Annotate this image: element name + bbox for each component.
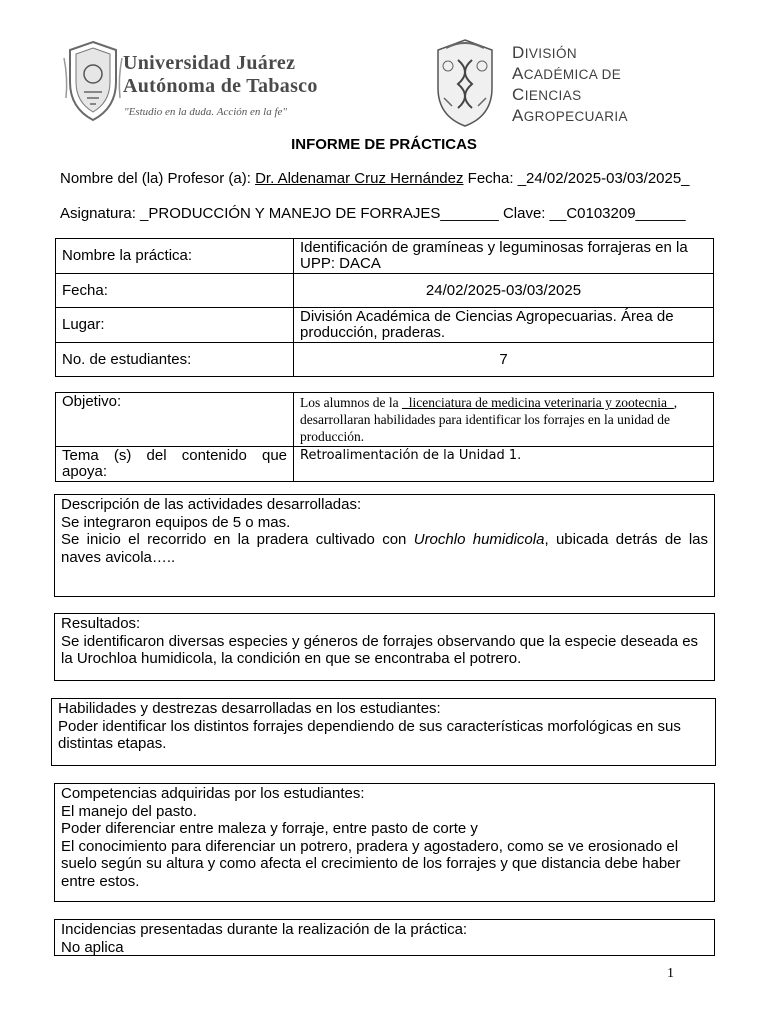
university-seal-logo [62, 38, 124, 124]
division-name [512, 43, 628, 127]
page-number: 1 [667, 966, 674, 981]
description-line-2: Se inicio el recorrido en la pradera cultivado con Urochlo humidicola, ubicada detrás de las naves avicola….. [61, 531, 708, 566]
students-label: No. de estudiantes: [56, 343, 294, 377]
topic-value: Retroalimentación de la Unidad 1. [294, 447, 714, 482]
incidents-text: No aplica [61, 938, 124, 956]
date-value: _24/02/2025-03/03/2025_ [517, 170, 690, 187]
objective-table [55, 392, 714, 482]
table-row [56, 343, 714, 377]
university-name-line1: Universidad Juárez [123, 52, 296, 74]
table-row [56, 239, 714, 274]
table-row [56, 274, 714, 308]
division-line-1: DIVISIÓN [512, 43, 577, 62]
competencies-line-1: El manejo del pasto. [61, 802, 197, 820]
table-row [56, 308, 714, 343]
place-value: División Académica de Ciencias Agropecuarias. Área de producción, praderas. [294, 308, 714, 343]
date-label: Fecha: [463, 170, 518, 187]
table-row [56, 393, 714, 447]
skills-box [51, 698, 716, 766]
university-motto: "Estudio en la duda. Acción en la fe" [124, 106, 288, 118]
topic-label: Tema (s) del contenido que apoya: [56, 447, 294, 482]
objective-value: Los alumnos de la _licenciatura de medicina veterinaria y zootecnia_, desarrollaran habilidades para identificar los forrajes en la unidad de producción. [294, 393, 714, 447]
professor-name: Dr. Aldenamar Cruz Hernández [255, 170, 464, 187]
practice-info-table [55, 238, 714, 377]
practice-name-label: Nombre la práctica: [56, 239, 294, 274]
key-label: Clave: [498, 205, 550, 222]
subject-label: Asignatura: [60, 205, 141, 222]
skills-text: Poder identificar los distintos forrajes dependiendo de sus características morfológicas en sus distintas etapas. [58, 717, 681, 752]
competencies-heading: Competencias adquiridas por los estudiantes: [61, 785, 365, 802]
subject-value: _PRODUCCIÓN Y MANEJO DE FORRAJES_______ [140, 205, 499, 222]
results-box [54, 613, 715, 681]
report-title: INFORME DE PRÁCTICAS [291, 136, 477, 153]
description-line-1: Se integraron equipos de 5 o mas. [61, 513, 291, 531]
professor-label: Nombre del (la) Profesor (a): [60, 170, 256, 187]
results-heading: Resultados: [61, 615, 141, 632]
incidents-heading: Incidencias presentadas durante la realización de la práctica: [61, 921, 468, 938]
competencies-line-3: El conocimiento para diferenciar un potrero, pradera y agostadero, como se ve erosionado el suelo según su altura y como afecta el crecimiento de los forrajes y que distancia debe haber entre estos. [61, 837, 681, 890]
place-label: Lugar: [56, 308, 294, 343]
competencies-line-2: Poder diferenciar entre maleza y forraje, entre pasto de corte y [61, 820, 478, 837]
university-name-line2: Autónoma de Tabasco [123, 75, 318, 97]
students-value: 7 [294, 343, 714, 377]
subject-line [60, 205, 686, 222]
results-text: Se identificaron diversas especies y géneros de forrajes observando que la especie deseada es la Urochloa humidicola, la condición en que se encontraba el potrero. [61, 632, 699, 667]
practice-name-value: Identificación de gramíneas y leguminosas forrajeras en la UPP: DACA [294, 239, 714, 274]
activities-description-box [54, 494, 715, 597]
objective-label: Objetivo: [56, 393, 294, 447]
table-row [56, 447, 714, 482]
daca-seal-logo [432, 36, 498, 130]
key-value: __C0103209______ [549, 205, 686, 222]
date-row-value: 24/02/2025-03/03/2025 [294, 274, 714, 308]
division-line-2: ACADÉMICA DE [512, 64, 622, 83]
date-row-label: Fecha: [56, 274, 294, 308]
incidents-box [54, 919, 715, 956]
description-heading: Descripción de las actividades desarrolladas: [61, 496, 362, 513]
division-line-4: AGROPECUARIA [512, 106, 628, 125]
competencies-box [54, 783, 715, 902]
division-line-3: CIENCIAS [512, 85, 582, 104]
skills-heading: Habilidades y destrezas desarrolladas en los estudiantes: [58, 700, 441, 717]
university-name [123, 52, 318, 98]
professor-line [60, 170, 690, 187]
